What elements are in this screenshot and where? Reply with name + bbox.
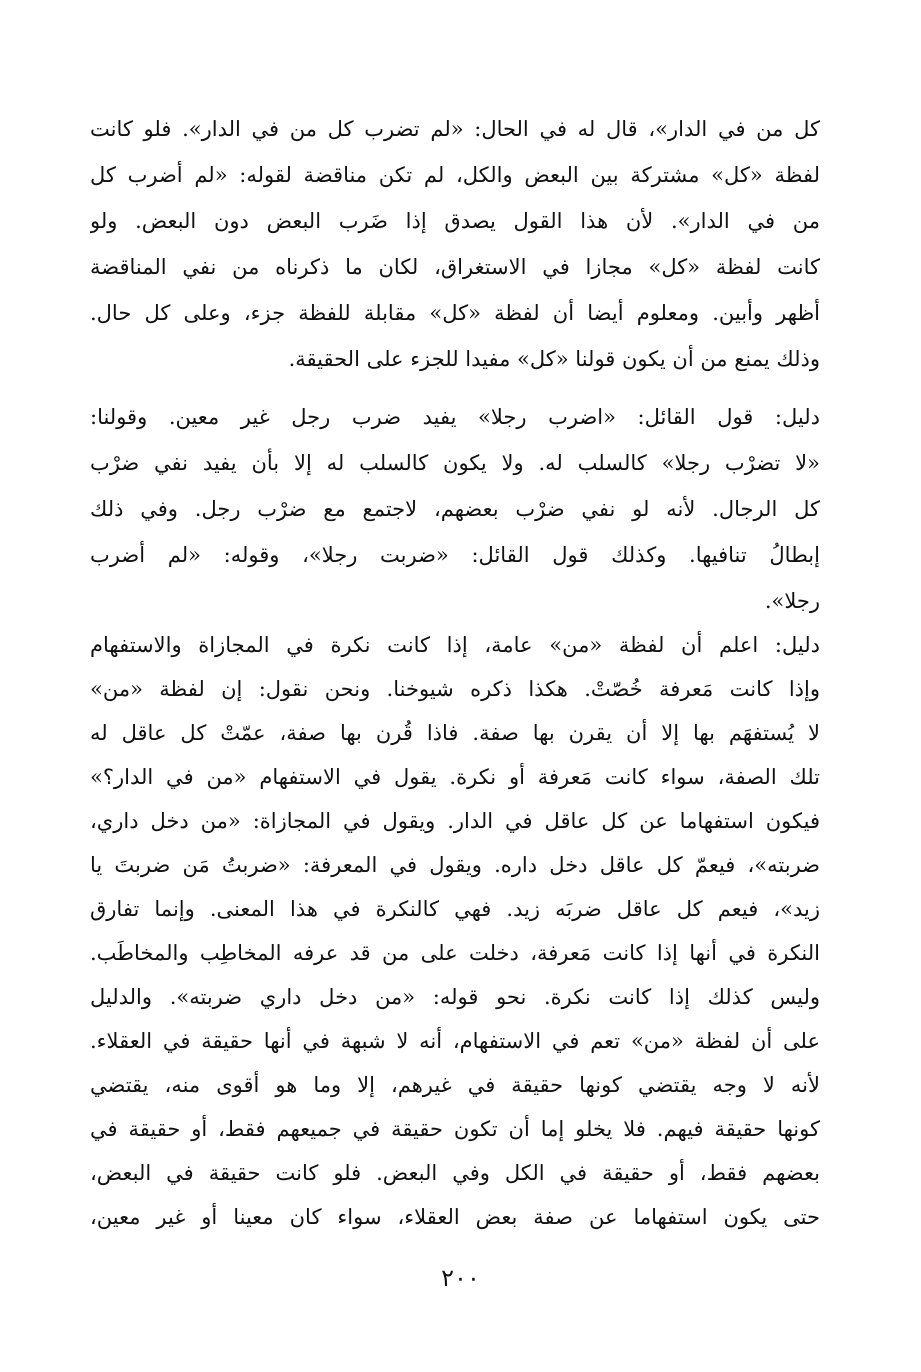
text-line: لا يُستفهَم بها إلا أن يقرن بها صفة. فاذا قُرن بها صفة، عمّتْ كل عاقل له — [90, 721, 820, 745]
text-line: وليس كذلك إذا كانت نكرة. نحو قوله: «من دخل داري ضربته». والدليل — [90, 985, 820, 1009]
text-line: ضربته»، فيعمّ كل عاقل دخل داره. ويقول في المعرفة: «ضربتُ مَن ضربتَ يا — [90, 853, 820, 877]
paragraph-1 — [90, 106, 820, 382]
text-line: دليل: قول القائل: «اضرب رجلا» يفيد ضرب رجل غير معين. وقولنا: — [90, 405, 820, 429]
text-line: كل من في الدار»، قال له في الحال: «لم تضرب كل من في الدار». فلو كانت — [90, 117, 820, 141]
text-line: على أن لفظة «من» تعم في الاستفهام، أنه لا شبهة في أنها حقيقة في العقلاء. — [90, 1029, 820, 1053]
text-line: وذلك يمنع من أن يكون قولنا «كل» مفيدا للجزء على الحقيقة. — [288, 347, 820, 371]
text-line: كانت لفظة «كل» مجازا في الاستغراق، لكان ما ذكرناه من نفي المناقضة — [90, 255, 820, 279]
text-line: النكرة في أنها إذا كانت مَعرفة، دخلت على من قد عرفه المخاطِب والمخاطَب. — [90, 941, 820, 965]
text-line: لأنه لا وجه يقتضي كونها حقيقة في غيرهم، إلا وما هو أقوى منه، يقتضي — [90, 1073, 820, 1097]
page-number: ٢٠٠ — [441, 1264, 480, 1292]
text-line: بعضهم فقط، أو حقيقة في الكل وفي البعض. فلو كانت حقيقة في البعض، — [90, 1161, 820, 1185]
text-line: رجلا». — [764, 589, 820, 613]
text-line: زيد»، فيعم كل عاقل ضربَه زيد. فهي كالنكرة في هذا المعنى. وإنما تفارق — [90, 897, 820, 921]
text-line: أظهر وأبين. ومعلوم أيضا أن لفظة «كل» مقابلة للفظة جزء، وعلى كل حال. — [90, 301, 820, 325]
text-line: من في الدار». لأن هذا القول يصدق إذا ضَرب البعض دون البعض. ولو — [90, 209, 820, 233]
text-line: وإذا كانت مَعرفة خُصّتْ. هكذا ذكره شيوخنا. ونحن نقول: إن لفظة «من» — [90, 677, 820, 701]
text-line: لفظة «كل» مشتركة بين البعض والكل، لم تكن مناقضة لقوله: «لم أضرب كل — [90, 163, 820, 187]
text-line: إبطالُ تنافيها. وكذلك قول القائل: «ضربت رجلا»، وقوله: «لم أضرب — [90, 543, 820, 567]
text-line: تلك الصفة، سواء كانت مَعرفة أو نكرة. يقول في الاستفهام «من في الدار؟» — [90, 765, 820, 789]
text-line: فيكون استفهاما عن كل عاقل في الدار. ويقول في المجازاة: «من دخل داري، — [90, 809, 820, 833]
text-line: «لا تضرْب رجلا» كالسلب له. ولا يكون كالسلب له إلا بأن يفيد نفي ضرْب — [90, 451, 820, 475]
text-line: حتى يكون استفهاما عن صفة بعض العقلاء، سواء كان معينا أو غير معين، — [90, 1205, 820, 1229]
paragraph-2 — [90, 394, 820, 624]
text-line: كل الرجال. لأنه لو نفي ضرْب بعضهم، لاجتمع مع ضرْب رجل. وفي ذلك — [90, 497, 820, 521]
text-line: دليل: اعلم أن لفظة «من» عامة، إذا كانت نكرة في المجازاة والاستفهام — [90, 633, 820, 657]
paragraph-3 — [90, 622, 820, 1246]
text-line: كونها حقيقة فيهم. فلا يخلو إما أن تكون حقيقة في جميعهم فقط، أو حقيقة في — [90, 1117, 820, 1141]
